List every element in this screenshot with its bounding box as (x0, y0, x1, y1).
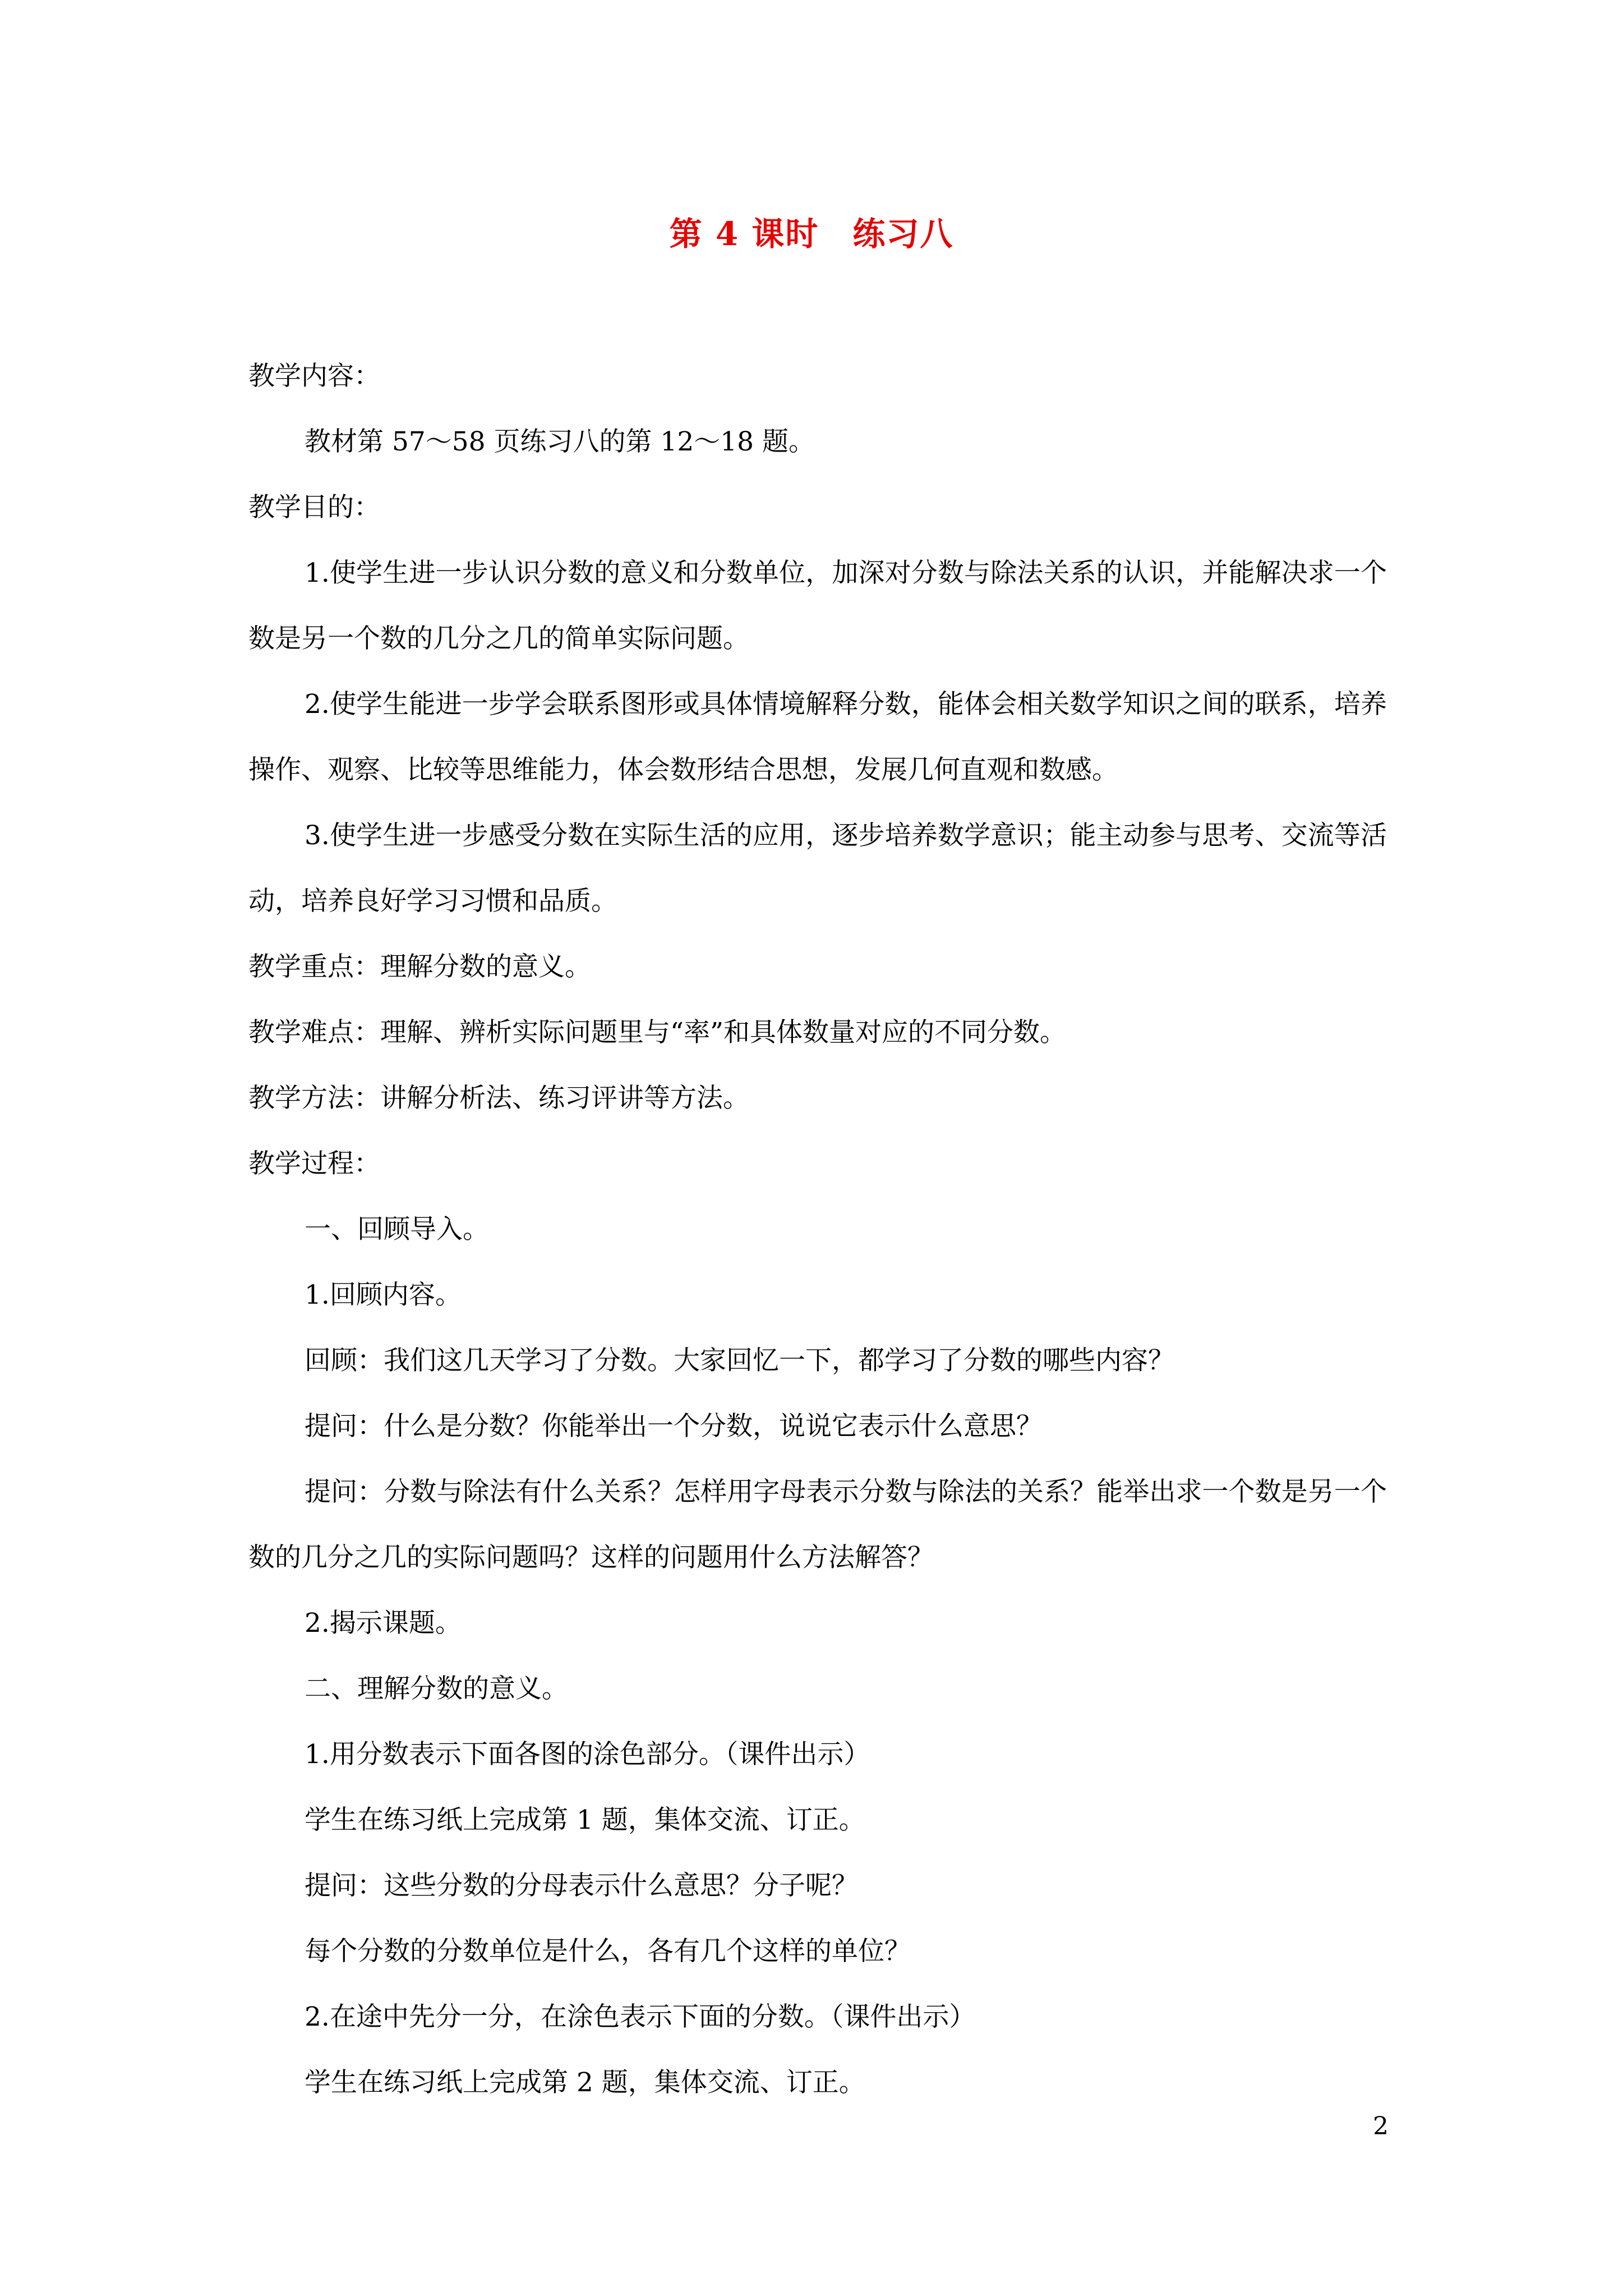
goal-2: 2.使学生能进一步学会联系图形或具体情境解释分数，能体会相关数学知识之间的联系，培养操作、观察、比较等思维能力，体会数形结合思想，发展几何直观和数感。 (248, 689, 1387, 785)
step-1-heading: 一、回顾导入。 (305, 1214, 489, 1245)
section-content-label: 教学内容： (248, 361, 380, 392)
goal-1: 1.使学生进一步认识分数的意义和分数单位，加深对分数与除法关系的认识，并能解决求一个数是另一个数的几分之几的简单实际问题。 (248, 558, 1387, 654)
review-text: 回顾：我们这几天学习了分数。大家回忆一下，都学习了分数的哪些内容？ (305, 1345, 1174, 1376)
student-task-2: 学生在练习纸上完成第 2 题，集体交流、订正。 (305, 2067, 865, 2098)
question-3: 提问：这些分数的分母表示什么意思？分子呢？ (305, 1870, 858, 1901)
difficulty: 教学难点：理解、辨析实际问题里与“率”和具体数量对应的不同分数。 (248, 1017, 1067, 1048)
step-1-1: 1.回顾内容。 (305, 1280, 462, 1310)
step-2-2: 2.在途中先分一分，在涂色表示下面的分数。（课件出示） (305, 2001, 976, 2032)
document-body (248, 343, 1387, 2115)
question-1: 提问：什么是分数？你能举出一个分数，说说它表示什么意思？ (305, 1411, 1043, 1442)
content-text: 教材第 57～58 页练习八的第 12～18 题。 (305, 426, 815, 457)
question-2: 提问：分数与除法有什么关系？怎样用字母表示分数与除法的关系？能举出求一个数是另一个数的几分之几的实际问题吗？这样的问题用什么方法解答？ (248, 1476, 1387, 1573)
page-number: 2 (1373, 2112, 1389, 2141)
process-label: 教学过程： (248, 1148, 380, 1179)
student-task-1: 学生在练习纸上完成第 1 题，集体交流、订正。 (305, 1805, 865, 1835)
step-2-1: 1.用分数表示下面各图的涂色部分。（课件出示） (305, 1739, 870, 1770)
goal-3: 3.使学生进一步感受分数在实际生活的应用，逐步培养数学意识；能主动参与思考、交流等活动，培养良好学习习惯和品质。 (248, 820, 1387, 917)
question-4: 每个分数的分数单位是什么，各有几个这样的单位？ (305, 1936, 911, 1967)
section-goal-label: 教学目的： (248, 492, 380, 523)
step-1-2: 2.揭示课题。 (305, 1608, 462, 1639)
key-point: 教学重点：理解分数的意义。 (248, 951, 591, 982)
step-2-heading: 二、理解分数的意义。 (305, 1673, 568, 1704)
document-title: 第 4 课时 练习八 (669, 215, 954, 253)
method: 教学方法：讲解分析法、练习评讲等方法。 (248, 1083, 749, 1114)
